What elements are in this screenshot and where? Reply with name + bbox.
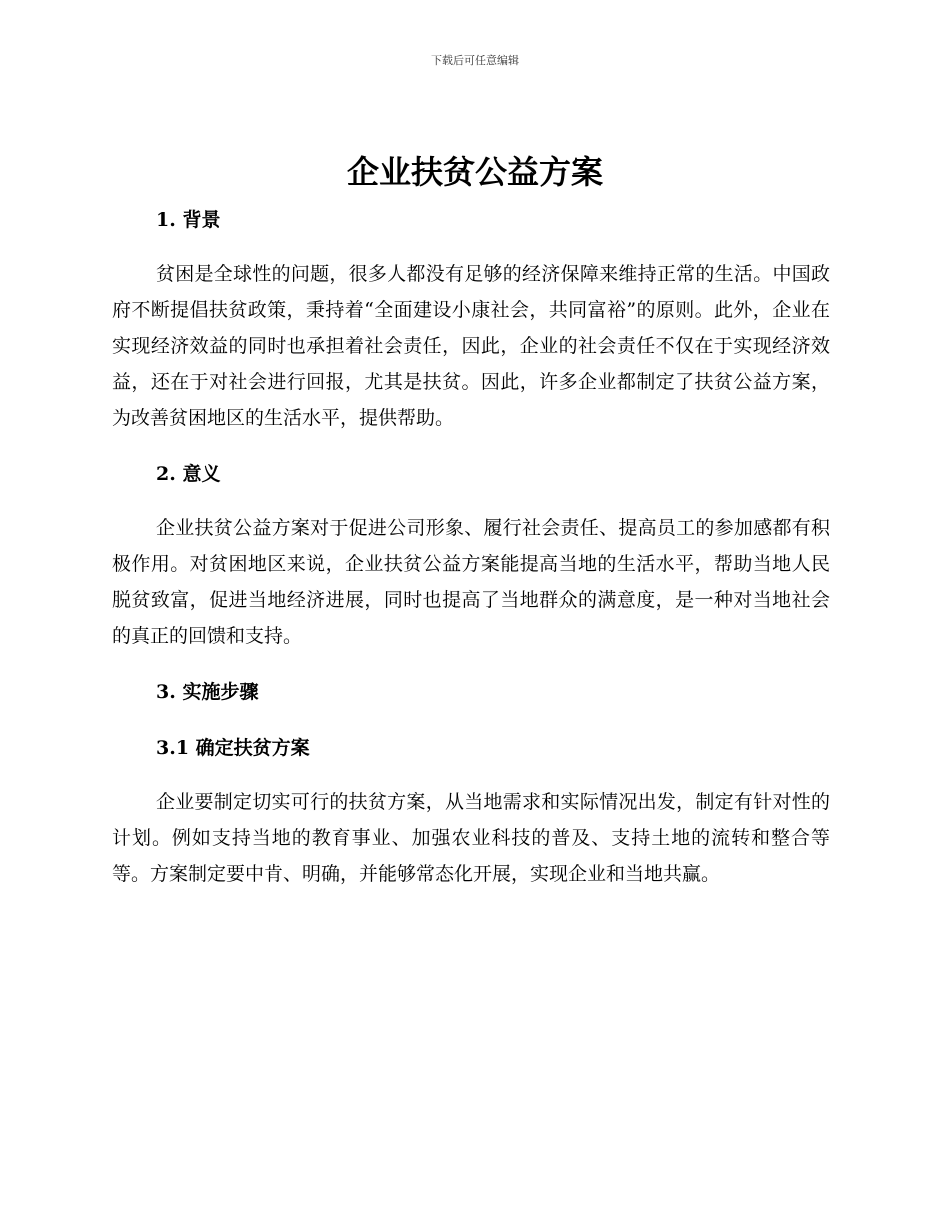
paragraph-significance: 企业扶贫公益方案对于促进公司形象、履行社会责任、提高员工的参加感都有积极作用。对贫困地区来说，企业扶贫公益方案能提高当地的生活水平，帮助当地人民脱贫致富，促进当地经济进展，同时也提高了当地群众的满意度，是一种对当地社会的真正的回馈和支持。: [112, 517, 830, 647]
header-note: 下载后可任意编辑: [431, 54, 519, 67]
paragraph-plan: 企业要制定切实可行的扶贫方案，从当地需求和实际情况出发，制定有针对性的计划。例如支持当地的教育事业、加强农业科技的普及、支持土地的流转和整合等等。方案制定要中肯、明确，并能够常态化开展，实现企业和当地共赢。: [112, 791, 830, 885]
paragraph-background: 贫困是全球性的问题，很多人都没有足够的经济保障来维持正常的生活。中国政府不断提倡扶贫政策，秉持着“全面建设小康社会，共同富裕”的原则。此外，企业在实现经济效益的同时也承担着社会责任，因此，企业的社会责任不仅在于实现经济效益，还在于对社会进行回报，尤其是扶贫。因此，许多企业都制定了扶贫公益方案，为改善贫困地区的生活水平，提供帮助。: [112, 263, 830, 429]
section-heading-implementation: 3. 实施步骤: [156, 681, 259, 703]
section-heading-plan: 3.1 确定扶贫方案: [156, 737, 310, 759]
document-title: 企业扶贫公益方案: [346, 153, 603, 191]
document-body: [112, 200, 830, 892]
section-heading-background: 1. 背景: [156, 209, 221, 231]
section-heading-significance: 2. 意义: [156, 463, 221, 485]
